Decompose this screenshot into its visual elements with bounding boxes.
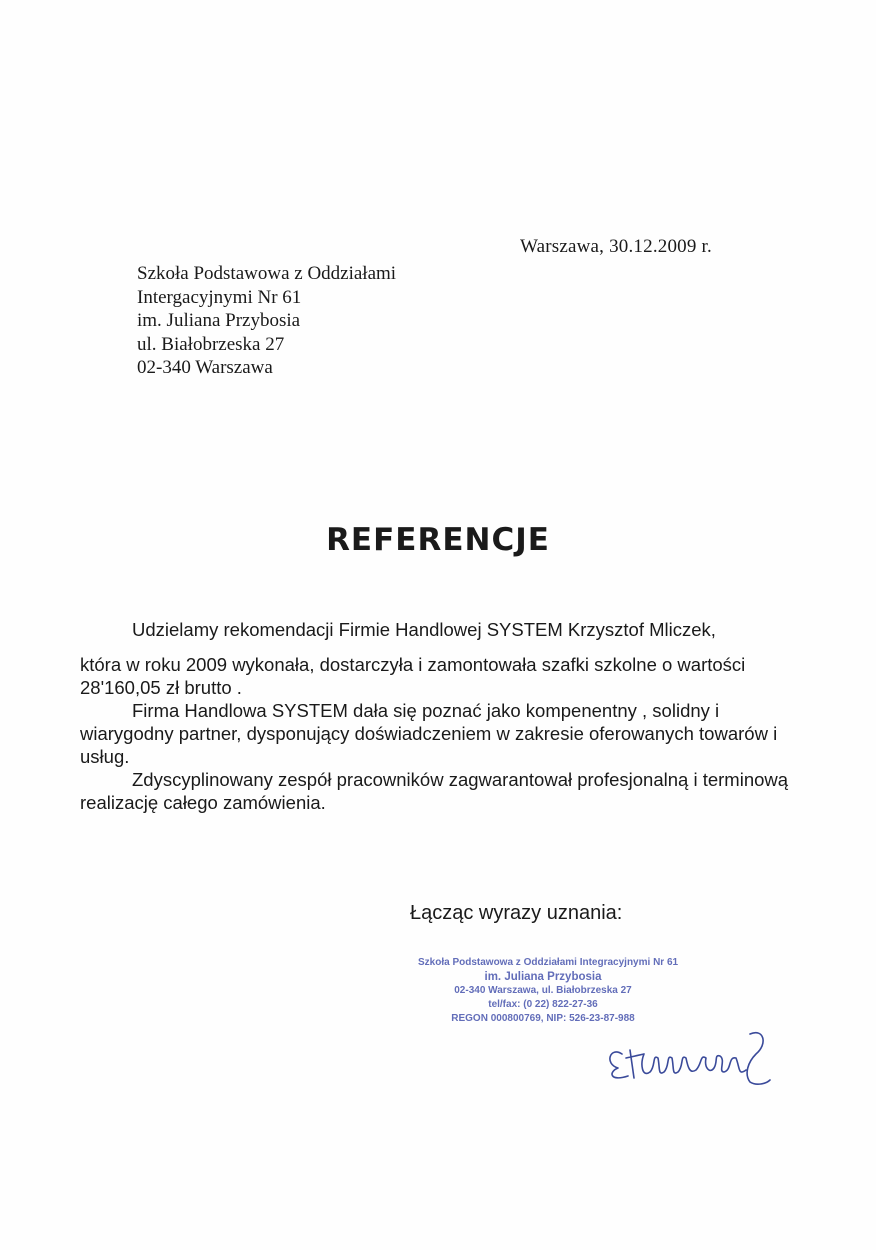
sender-line: 02-340 Warszawa	[137, 357, 273, 378]
sender-address	[137, 262, 396, 380]
sender-line: Szkoła Podstawowa z Oddziałami	[137, 263, 397, 284]
body-paragraph-2: Firma Handlowa SYSTEM dała się poznać jako kompenentny , solidny i wiarygodny partner, dysponujący doświadczeniem w zakresie oferowanych towarów i usług.	[80, 700, 778, 767]
body-paragraph-1-first-line: Udzielamy rekomendacji Firmie Handlowej SYSTEM Krzysztof Mliczek,	[132, 619, 716, 640]
handwritten-signature	[600, 1024, 780, 1090]
body-paragraph-3: Zdyscyplinowany zespół pracowników zagwarantował profesjonalną i terminową realizację całego zamówienia.	[80, 769, 789, 813]
stamp-line: REGON 000800769, NIP: 526-23-87-988	[451, 1013, 635, 1024]
letter-date: Warszawa, 30.12.2009 r.	[520, 236, 712, 257]
signature-stroke	[610, 1033, 770, 1084]
stamp-line: Szkoła Podstawowa z Oddziałami Integracyjnymi Nr 61	[418, 957, 679, 968]
sender-line: ul. Białobrzeska 27	[137, 333, 285, 355]
stamp-line: 02-340 Warszawa, ul. Białobrzeska 27	[454, 985, 632, 996]
sender-line: im. Juliana Przybosia	[137, 310, 301, 331]
document-title: REFERENCJE	[326, 522, 550, 558]
closing-salutation: Łącząc wyrazy uznania:	[410, 902, 623, 924]
body-paragraph-1-rest: która w roku 2009 wykonała, dostarczyła i zamontowała szafki szkolne o wartości 28'160,05 zł brutto .	[80, 654, 746, 698]
stamp-line: im. Juliana Przybosia	[484, 971, 602, 983]
sender-line: Intergacyjnymi Nr 61	[137, 286, 302, 308]
letter-body	[80, 618, 800, 814]
stamp-line: tel/fax: (0 22) 822-27-36	[488, 999, 598, 1010]
school-stamp	[418, 956, 679, 1026]
